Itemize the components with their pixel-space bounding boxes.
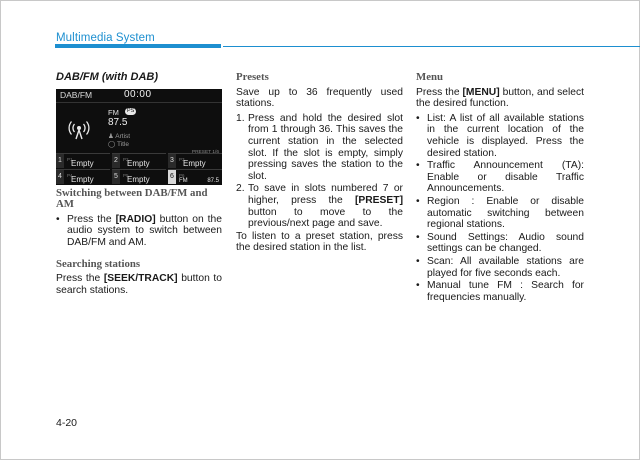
text-run: button to search stations. [56,273,222,296]
screen-ps-badge: PS [127,107,135,114]
text-run: Scan: All available stations are played for five seconds each. [427,255,584,279]
slot-text: Empty [71,174,94,184]
slot-number: 1 [56,154,64,168]
slot-ps: P6 [179,172,185,178]
screen-band: FM [108,107,119,117]
text-run: Press the [67,213,116,225]
slot-number: 4 [56,170,64,184]
preset-slot [56,153,110,168]
text-run: button to move to the previous/next page and save. [248,206,403,230]
slot-ps: P3 [179,156,185,162]
slot-number: 3 [168,154,176,168]
slot-ps: P5 [123,172,129,178]
slot-ps: P2 [123,156,129,162]
section-header-title: Multimedia System [56,32,155,44]
text-run: Press the [416,86,463,98]
slot-number: 6 [168,170,176,184]
bullet-marker: • [416,280,420,292]
bold-run: [SEEK/TRACK] [103,273,178,285]
slot-text: Empty [127,158,150,168]
step-item [236,113,403,183]
slot-sub: 87.5 [207,177,219,184]
screen-title: ◯ Title [108,140,130,148]
screen-title-label: Title [116,140,130,148]
screen-clock: 00:00 [124,88,152,100]
text-run: Press and hold the desired slot from 1 through 36. This saves the current station in the selected slot. If the slot is empty, simply pressing saves the station to the slot. [248,112,403,182]
slot-text: Empty [127,174,150,184]
radio-screen-image [56,89,222,185]
slot-ps: P1 [67,156,73,162]
text-run: Manual tune FM : Search for frequencies manually. [427,280,584,303]
slot-text: FM [179,177,188,184]
searching-text [56,273,222,296]
bullet-marker: • [56,213,60,225]
bullet-marker: • [416,195,420,207]
list-item [416,196,584,231]
bullet-marker: • [416,255,420,267]
presets-heading: Presets [236,71,269,83]
slot-ps: P4 [67,172,73,178]
list-item [56,214,222,249]
text-run: button, and select the desired function. [416,86,584,110]
list-item [416,113,584,159]
bullet-marker: • [416,231,420,243]
step-number: 2. [236,183,245,195]
column-2 [236,72,403,254]
step-number: 1. [236,112,245,124]
broadcast-icon [68,119,90,141]
screen-artist-label: Artist [115,132,131,140]
slot-number: 5 [112,170,120,184]
column-3 [416,72,584,304]
preset-slots [56,153,222,185]
searching-heading: Searching stations [56,257,141,270]
bullet-marker: • [416,112,420,124]
presets-steps [236,113,403,230]
header-rule-thick [55,44,221,48]
bold-run: [PRESET] [354,194,403,206]
bold-run: [MENU] [462,86,500,98]
preset-slot [168,153,222,168]
slot-text: Empty [183,158,206,168]
preset-slot [168,169,222,184]
text-run: To save in slots numbered 7 or higher, press the [248,183,403,206]
text-run: button on the audio system to switch between DAB/FM and AM. [67,213,222,248]
text-run: Traffic Announcement (TA): Enable or disable Traffic Announcements. [427,160,584,195]
text-run: List: A list of all available stations in the current location of the vehicle is displayed. Press the desired station. [427,112,584,159]
header-rule-thin [223,46,640,47]
text-run: Sound Settings: Audio sound settings can be changed. [427,231,584,255]
column-1 [56,72,222,296]
text-run: Press the [56,273,104,285]
switching-heading: Switching between DAB/FM and AM [56,186,208,211]
preset-slot [112,153,166,168]
list-item [416,232,584,255]
dab-fm-heading: DAB/FM (with DAB) [56,71,159,83]
list-item [416,280,584,303]
switching-list [56,214,222,249]
presets-intro: Save up to 36 frequently used stations. [236,86,403,110]
preset-slot [56,169,110,184]
slot-number: 2 [112,154,120,168]
menu-intro [416,87,584,110]
menu-list [416,113,584,304]
bullet-marker: • [416,160,420,172]
presets-outro: To listen to a preset station, press the desired station in the list. [236,230,403,254]
screen-artist: ♟ Artist [108,132,131,140]
preset-slot [112,169,166,184]
menu-heading: Menu [416,71,443,83]
page-number: 4-20 [56,417,78,429]
slot-text: Empty [71,158,94,168]
list-item [416,256,584,279]
step-item [236,183,403,229]
screen-mode-label: DAB/FM [60,89,93,100]
text-run: Region : Enable or disable automatic switching between regional stations. [427,195,584,231]
list-item [416,160,584,195]
screen-frequency: 87.5 [108,116,128,128]
bold-run: [RADIO] [115,213,156,225]
screen-preset-page: PRESET 1/6 [191,149,219,155]
